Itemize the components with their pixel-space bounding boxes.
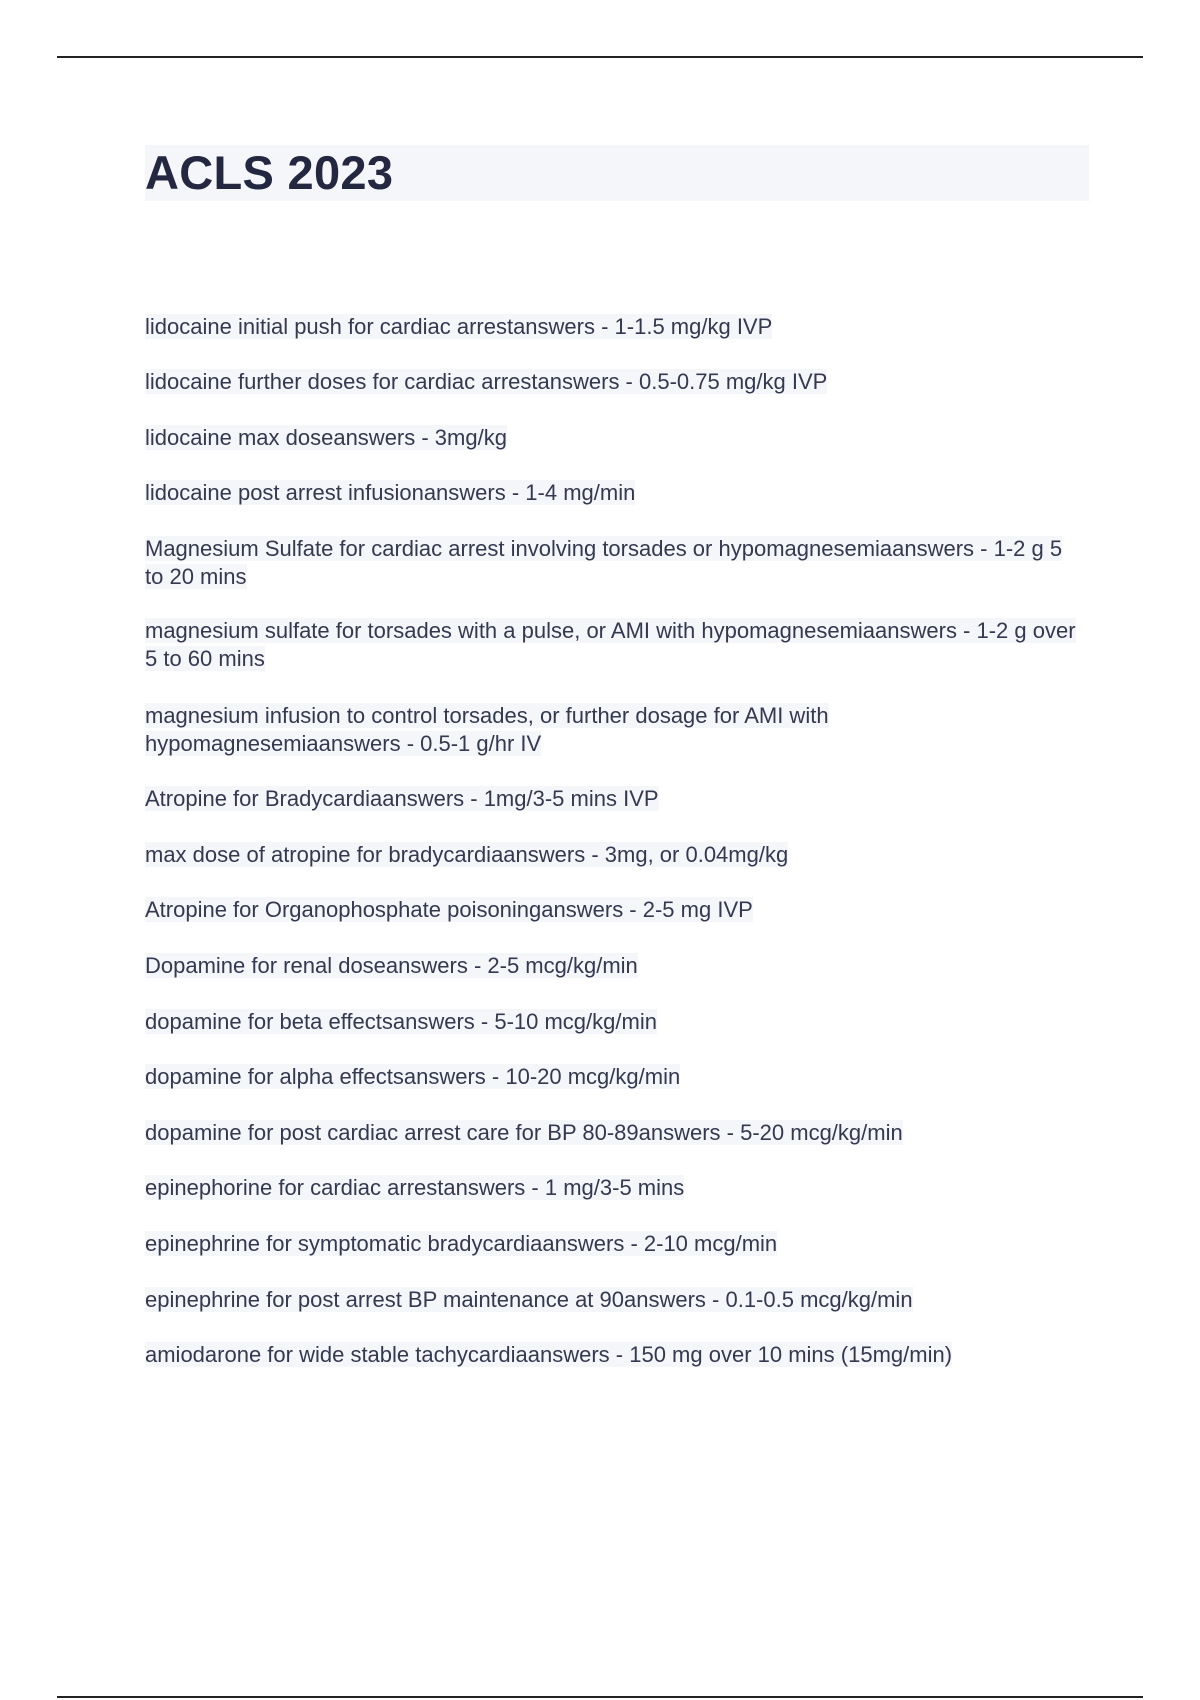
list-item — [145, 1230, 1085, 1258]
list-item — [145, 702, 1085, 758]
list-item-text: magnesium sulfate for torsades with a pulse, or AMI with hypomagnesemiaanswers - 1-2 g over 5 to 60 mins — [145, 618, 1076, 671]
bottom-rule — [57, 1696, 1143, 1698]
list-item-text: Atropine for Organophosphate poisoninganswers - 2-5 mg IVP — [145, 897, 753, 922]
list-item-text: lidocaine max doseanswers - 3mg/kg — [145, 425, 507, 450]
list-item — [145, 785, 1085, 813]
list-item — [145, 1119, 1085, 1147]
qa-list — [145, 313, 1085, 1369]
top-rule — [57, 56, 1143, 58]
list-item-text: epinephorine for cardiac arrestanswers - 1 mg/3-5 mins — [145, 1175, 685, 1200]
list-item — [145, 313, 1085, 341]
list-item-text: lidocaine post arrest infusionanswers - 1-4 mg/min — [145, 480, 636, 505]
list-item-text: lidocaine initial push for cardiac arrestanswers - 1-1.5 mg/kg IVP — [145, 314, 773, 339]
list-item — [145, 1174, 1085, 1202]
list-item — [145, 896, 1085, 924]
list-item — [145, 617, 1085, 673]
list-item — [145, 1008, 1085, 1036]
page-title: ACLS 2023 — [145, 146, 394, 199]
list-item-text: amiodarone for wide stable tachycardiaanswers - 150 mg over 10 mins (15mg/min) — [145, 1342, 953, 1367]
list-item-text: Dopamine for renal doseanswers - 2-5 mcg/kg/min — [145, 953, 638, 978]
list-item-text: epinephrine for symptomatic bradycardiaanswers - 2-10 mcg/min — [145, 1231, 778, 1256]
list-item — [145, 535, 1085, 591]
list-item — [145, 1341, 1085, 1369]
list-item — [145, 841, 1085, 869]
list-item — [145, 952, 1085, 980]
list-item-text: dopamine for post cardiac arrest care for BP 80-89answers - 5-20 mcg/kg/min — [145, 1120, 903, 1145]
list-item — [145, 1286, 1085, 1314]
list-item-text: lidocaine further doses for cardiac arrestanswers - 0.5-0.75 mg/kg IVP — [145, 369, 828, 394]
list-item-text: epinephrine for post arrest BP maintenance at 90answers - 0.1-0.5 mcg/kg/min — [145, 1287, 913, 1312]
list-item — [145, 479, 1085, 507]
list-item-text: dopamine for beta effectsanswers - 5-10 mcg/kg/min — [145, 1009, 657, 1034]
list-item-text: dopamine for alpha effectsanswers - 10-20 mcg/kg/min — [145, 1064, 681, 1089]
list-item-text: Atropine for Bradycardiaanswers - 1mg/3-5 mins IVP — [145, 786, 659, 811]
list-item — [145, 1063, 1085, 1091]
list-item-text: max dose of atropine for bradycardiaanswers - 3mg, or 0.04mg/kg — [145, 842, 789, 867]
list-item-text: Magnesium Sulfate for cardiac arrest involving torsades or hypomagnesemiaanswers - 1-2 g 5 to 20 mins — [145, 536, 1063, 589]
list-item-text: magnesium infusion to control torsades, or further dosage for AMI with hypomagnesemiaanswers - 0.5-1 g/hr IV — [145, 703, 829, 756]
list-item — [145, 368, 1085, 396]
list-item — [145, 424, 1085, 452]
